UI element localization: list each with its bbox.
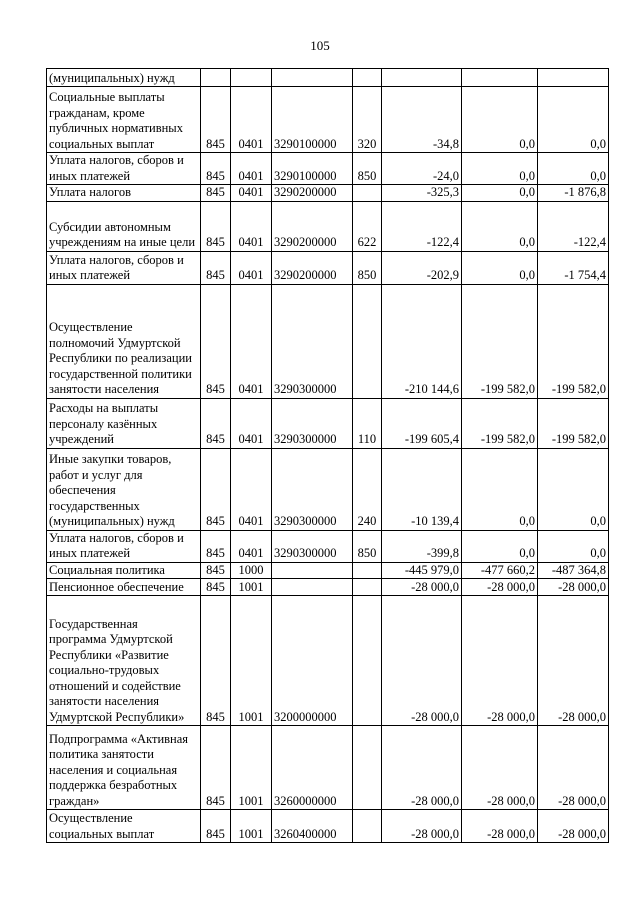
section-code: 0401 [231,448,272,530]
expense-type-code: 850 [353,153,382,185]
target-article-code: 3290200000 [272,201,353,251]
admin-code: 845 [201,251,231,284]
amount-year-3: -28 000,0 [538,726,609,810]
amount-year-2: -199 582,0 [462,398,538,448]
row-name: Подпрограмма «Активная политика занятости населения и социальная поддержка безработных граждан» [47,726,201,810]
expense-type-code [353,69,382,87]
target-article-code: 3260000000 [272,726,353,810]
amount-year-3: -487 364,8 [538,562,609,579]
target-article-code: 3290200000 [272,185,353,202]
table-row [47,185,609,202]
row-name: Осуществление социальных выплат [47,810,201,843]
section-code: 0401 [231,530,272,562]
row-name: Расходы на выплаты персоналу казённых учреждений [47,398,201,448]
section-code: 1001 [231,596,272,726]
target-article-code: 3290300000 [272,284,353,398]
amount-year-3: -28 000,0 [538,596,609,726]
amount-year-3: -1 876,8 [538,185,609,202]
expense-type-code [353,726,382,810]
target-article-code [272,562,353,579]
amount-year-3: -199 582,0 [538,398,609,448]
admin-code: 845 [201,530,231,562]
row-name: Государственная программа Удмуртской Республики «Развитие социально-трудовых отношений и содействие занятости населения Удмуртской Республики» [47,596,201,726]
amount-year-1: -34,8 [382,87,462,153]
expense-type-code [353,185,382,202]
amount-year-3: -1 754,4 [538,251,609,284]
section-code: 1001 [231,810,272,843]
section-code [231,69,272,87]
admin-code: 845 [201,185,231,202]
admin-code: 845 [201,153,231,185]
page-number: 105 [310,38,330,53]
amount-year-1: -325,3 [382,185,462,202]
amount-year-2: 0,0 [462,185,538,202]
section-code: 0401 [231,185,272,202]
amount-year-3: -28 000,0 [538,810,609,843]
amount-year-3: 0,0 [538,448,609,530]
target-article-code: 3200000000 [272,596,353,726]
table-row [47,251,609,284]
admin-code: 845 [201,579,231,596]
table-row [47,596,609,726]
table-row [47,284,609,398]
admin-code: 845 [201,726,231,810]
amount-year-1: -210 144,6 [382,284,462,398]
expense-type-code: 320 [353,87,382,153]
expense-type-code [353,596,382,726]
table-row [47,87,609,153]
admin-code: 845 [201,87,231,153]
budget-table [46,68,609,843]
amount-year-2: -28 000,0 [462,726,538,810]
amount-year-2: 0,0 [462,201,538,251]
amount-year-1: -202,9 [382,251,462,284]
amount-year-2: -477 660,2 [462,562,538,579]
amount-year-2: 0,0 [462,87,538,153]
amount-year-2: 0,0 [462,153,538,185]
amount-year-1: -445 979,0 [382,562,462,579]
amount-year-1 [382,69,462,87]
section-code: 0401 [231,87,272,153]
amount-year-1: -399,8 [382,530,462,562]
target-article-code: 3290300000 [272,530,353,562]
target-article-code [272,69,353,87]
amount-year-1: -28 000,0 [382,579,462,596]
section-code: 1001 [231,579,272,596]
table-body [47,69,609,843]
expense-type-code [353,284,382,398]
expense-type-code [353,562,382,579]
amount-year-1: -24,0 [382,153,462,185]
expense-type-code [353,579,382,596]
amount-year-2: 0,0 [462,251,538,284]
admin-code: 845 [201,201,231,251]
table-row [47,398,609,448]
table-row [47,726,609,810]
section-code: 1001 [231,726,272,810]
expense-type-code [353,810,382,843]
amount-year-2: -28 000,0 [462,810,538,843]
amount-year-1: -28 000,0 [382,726,462,810]
admin-code: 845 [201,596,231,726]
amount-year-2: -199 582,0 [462,284,538,398]
section-code: 0401 [231,251,272,284]
amount-year-3: -122,4 [538,201,609,251]
amount-year-2: -28 000,0 [462,579,538,596]
table-row [47,448,609,530]
expense-type-code: 622 [353,201,382,251]
amount-year-2: 0,0 [462,448,538,530]
expense-type-code: 850 [353,530,382,562]
section-code: 0401 [231,201,272,251]
row-name: Уплата налогов, сборов и иных платежей [47,251,201,284]
row-name: Социальная политика [47,562,201,579]
amount-year-1: -122,4 [382,201,462,251]
amount-year-3: 0,0 [538,153,609,185]
section-code: 1000 [231,562,272,579]
row-name: Уплата налогов, сборов и иных платежей [47,530,201,562]
expense-type-code: 240 [353,448,382,530]
row-name: Субсидии автономным учреждениям на иные цели [47,201,201,251]
target-article-code: 3290200000 [272,251,353,284]
row-name: (муниципальных) нужд [47,69,201,87]
amount-year-1: -28 000,0 [382,810,462,843]
section-code: 0401 [231,284,272,398]
admin-code [201,69,231,87]
amount-year-2: -28 000,0 [462,596,538,726]
table-row [47,201,609,251]
row-name: Социальные выплаты гражданам, кроме публичных нормативных социальных выплат [47,87,201,153]
amount-year-3: 0,0 [538,530,609,562]
target-article-code [272,579,353,596]
admin-code: 845 [201,448,231,530]
admin-code: 845 [201,562,231,579]
row-name: Пенсионное обеспечение [47,579,201,596]
section-code: 0401 [231,398,272,448]
admin-code: 845 [201,284,231,398]
table-row [47,530,609,562]
section-code: 0401 [231,153,272,185]
admin-code: 845 [201,398,231,448]
table-row [47,810,609,843]
amount-year-3 [538,69,609,87]
amount-year-3: 0,0 [538,87,609,153]
amount-year-1: -199 605,4 [382,398,462,448]
row-name: Уплата налогов, сборов и иных платежей [47,153,201,185]
target-article-code: 3290100000 [272,153,353,185]
row-name: Иные закупки товаров, работ и услуг для обеспечения государственных (муниципальных) нужд [47,448,201,530]
expense-type-code: 110 [353,398,382,448]
amount-year-1: -10 139,4 [382,448,462,530]
table-row [47,69,609,87]
expense-type-code: 850 [353,251,382,284]
target-article-code: 3290300000 [272,398,353,448]
table-row [47,562,609,579]
amount-year-3: -28 000,0 [538,579,609,596]
amount-year-1: -28 000,0 [382,596,462,726]
target-article-code: 3290100000 [272,87,353,153]
target-article-code: 3260400000 [272,810,353,843]
amount-year-3: -199 582,0 [538,284,609,398]
amount-year-2 [462,69,538,87]
row-name: Уплата налогов [47,185,201,202]
table-row [47,153,609,185]
amount-year-2: 0,0 [462,530,538,562]
row-name: Осуществление полномочий Удмуртской Республики по реализации государственной политики занятости населения [47,284,201,398]
table-row [47,579,609,596]
admin-code: 845 [201,810,231,843]
target-article-code: 3290300000 [272,448,353,530]
